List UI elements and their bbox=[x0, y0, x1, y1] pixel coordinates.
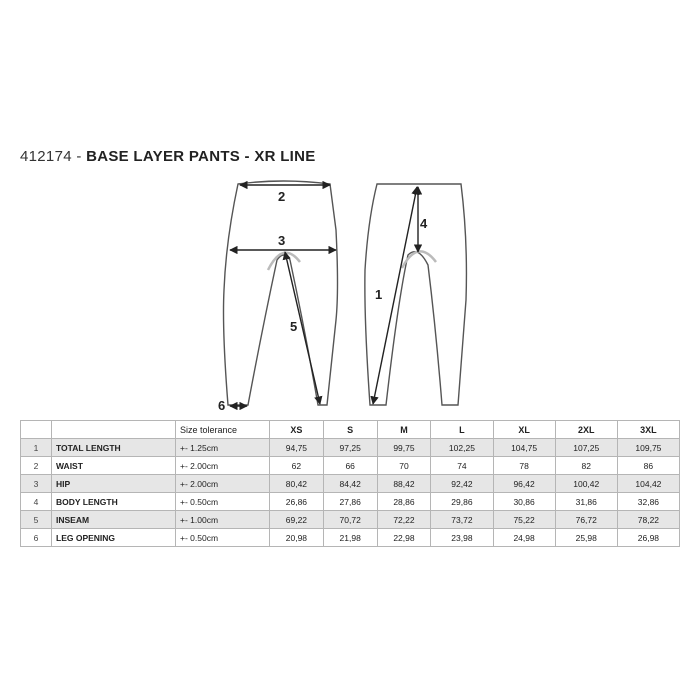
measure-label-3: 3 bbox=[278, 233, 286, 248]
header-size-2xl: 2XL bbox=[555, 421, 617, 439]
header-size-s: S bbox=[323, 421, 377, 439]
measure-label-4: 4 bbox=[420, 216, 428, 231]
row-tolerance: +- 2.00cm bbox=[176, 457, 270, 475]
row-value: 78,22 bbox=[617, 511, 679, 529]
row-value: 26,98 bbox=[617, 529, 679, 547]
row-value: 97,25 bbox=[323, 439, 377, 457]
header-size-tolerance: Size tolerance bbox=[176, 421, 270, 439]
table-row bbox=[21, 511, 680, 529]
row-tolerance: +- 2.00cm bbox=[176, 475, 270, 493]
measure-label-1: 1 bbox=[375, 287, 383, 302]
row-value: 96,42 bbox=[493, 475, 555, 493]
row-value: 26,86 bbox=[270, 493, 324, 511]
row-value: 32,86 bbox=[617, 493, 679, 511]
table-row bbox=[21, 475, 680, 493]
front-pants-outline bbox=[224, 181, 338, 405]
header-size-3xl: 3XL bbox=[617, 421, 679, 439]
row-index: 1 bbox=[21, 439, 52, 457]
row-tolerance: +- 0.50cm bbox=[176, 529, 270, 547]
row-index: 5 bbox=[21, 511, 52, 529]
row-value: 29,86 bbox=[431, 493, 493, 511]
row-value: 107,25 bbox=[555, 439, 617, 457]
row-value: 80,42 bbox=[270, 475, 324, 493]
row-value: 109,75 bbox=[617, 439, 679, 457]
row-measure-label: HIP bbox=[52, 475, 176, 493]
row-value: 75,22 bbox=[493, 511, 555, 529]
row-value: 82 bbox=[555, 457, 617, 475]
row-value: 62 bbox=[270, 457, 324, 475]
row-value: 25,98 bbox=[555, 529, 617, 547]
product-name: BASE LAYER PANTS - XR LINE bbox=[86, 148, 316, 165]
header-size-l: L bbox=[431, 421, 493, 439]
table-row bbox=[21, 439, 680, 457]
header-measure bbox=[52, 421, 176, 439]
row-measure-label: BODY LENGTH bbox=[52, 493, 176, 511]
row-index: 4 bbox=[21, 493, 52, 511]
header-size-xs: XS bbox=[270, 421, 324, 439]
row-value: 23,98 bbox=[431, 529, 493, 547]
row-value: 104,42 bbox=[617, 475, 679, 493]
row-value: 92,42 bbox=[431, 475, 493, 493]
row-value: 88,42 bbox=[377, 475, 431, 493]
table-row bbox=[21, 457, 680, 475]
row-value: 100,42 bbox=[555, 475, 617, 493]
measure-label-5: 5 bbox=[290, 319, 298, 334]
row-value: 86 bbox=[617, 457, 679, 475]
row-measure-label: INSEAM bbox=[52, 511, 176, 529]
row-value: 94,75 bbox=[270, 439, 324, 457]
header-index bbox=[21, 421, 52, 439]
row-measure-label: LEG OPENING bbox=[52, 529, 176, 547]
row-tolerance: +- 1.00cm bbox=[176, 511, 270, 529]
row-value: 78 bbox=[493, 457, 555, 475]
row-value: 20,98 bbox=[270, 529, 324, 547]
header-size-m: M bbox=[377, 421, 431, 439]
row-value: 31,86 bbox=[555, 493, 617, 511]
row-value: 21,98 bbox=[323, 529, 377, 547]
row-value: 22,98 bbox=[377, 529, 431, 547]
row-value: 69,22 bbox=[270, 511, 324, 529]
row-value: 70,72 bbox=[323, 511, 377, 529]
row-value: 30,86 bbox=[493, 493, 555, 511]
size-chart-table bbox=[20, 420, 680, 547]
row-value: 28,86 bbox=[377, 493, 431, 511]
table-row bbox=[21, 493, 680, 511]
row-value: 72,22 bbox=[377, 511, 431, 529]
row-tolerance: +- 1.25cm bbox=[176, 439, 270, 457]
row-tolerance: +- 0.50cm bbox=[176, 493, 270, 511]
row-value: 66 bbox=[323, 457, 377, 475]
measure-label-2: 2 bbox=[278, 189, 286, 204]
measure-label-6: 6 bbox=[218, 398, 226, 413]
table-header-row bbox=[21, 421, 680, 439]
row-value: 73,72 bbox=[431, 511, 493, 529]
row-value: 74 bbox=[431, 457, 493, 475]
row-index: 6 bbox=[21, 529, 52, 547]
row-index: 2 bbox=[21, 457, 52, 475]
table-row bbox=[21, 529, 680, 547]
row-value: 76,72 bbox=[555, 511, 617, 529]
row-value: 24,98 bbox=[493, 529, 555, 547]
header-size-xl: XL bbox=[493, 421, 555, 439]
row-measure-label: WAIST bbox=[52, 457, 176, 475]
row-index: 3 bbox=[21, 475, 52, 493]
row-value: 84,42 bbox=[323, 475, 377, 493]
row-value: 104,75 bbox=[493, 439, 555, 457]
product-code: 412174 - bbox=[20, 148, 87, 165]
row-value: 99,75 bbox=[377, 439, 431, 457]
row-value: 102,25 bbox=[431, 439, 493, 457]
row-value: 27,86 bbox=[323, 493, 377, 511]
row-value: 70 bbox=[377, 457, 431, 475]
row-measure-label: TOTAL LENGTH bbox=[52, 439, 176, 457]
